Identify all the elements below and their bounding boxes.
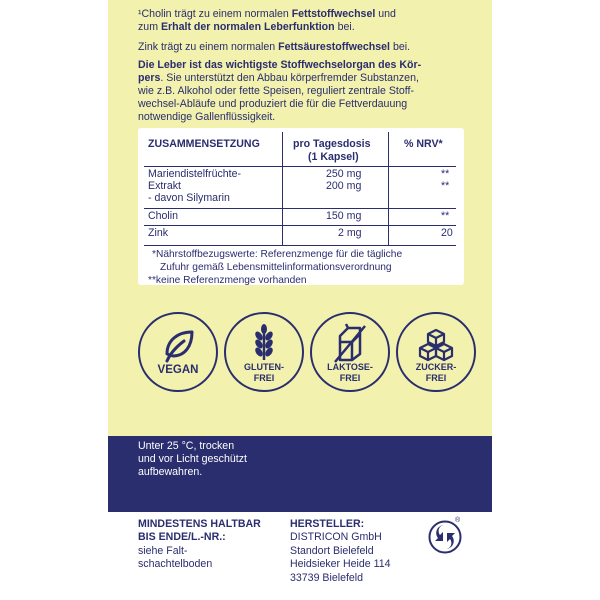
row-name: - davon Silymarin xyxy=(148,192,230,204)
row-name: Zink xyxy=(148,227,169,239)
best-before-note: siehe Falt- xyxy=(138,544,188,557)
manufacturer-label: HERSTELLER: xyxy=(290,518,365,530)
liver-line: notwendige Gallenflüssigkeit. xyxy=(138,111,276,123)
left-margin xyxy=(0,0,108,600)
claim-bold: Fettsäurestoffwechsel xyxy=(278,41,390,53)
row-nrv: ** xyxy=(441,168,450,180)
row-divider xyxy=(144,245,456,246)
best-before-label: MINDESTENS HALTBAR xyxy=(138,518,261,530)
manufacturer-city: 33739 Bielefeld xyxy=(290,571,364,584)
claim-text: ¹Cholin trägt zu einem normalen xyxy=(138,8,292,20)
best-before-block xyxy=(138,518,261,572)
column-divider xyxy=(282,132,283,246)
manufacturer-company: DISTRICON GmbH xyxy=(290,531,382,544)
gluten-label-line: FREI xyxy=(253,372,275,383)
footnote-line: *Nährstoffbezugswerte: Referenzmenge für die tägliche xyxy=(152,249,403,260)
row-divider xyxy=(144,166,456,167)
lactose-free-label xyxy=(312,362,388,383)
liver-line: wie z.B. Alkohol oder fette Speisen, reguliert zentrale Stoff- xyxy=(138,85,414,97)
footnote-line: **keine Referenzmenge vorhanden xyxy=(148,275,307,286)
storage-line: aufbewahren. xyxy=(138,466,203,478)
claim-bold: Fettstoffwechsel xyxy=(291,8,376,20)
best-before-label: BIS ENDE/L.-NR.: xyxy=(138,531,226,544)
header-nrv: % NRV* xyxy=(404,138,443,150)
gluten-free-badge xyxy=(224,312,304,392)
sugar-label-line: ZUCKER- xyxy=(415,362,457,372)
manufacturer-block xyxy=(290,518,391,585)
registered-mark: ® xyxy=(455,517,461,524)
claim-text: und xyxy=(375,8,396,20)
storage-line: und vor Licht geschützt xyxy=(138,453,247,465)
row-name: Mariendistelfrüchte- xyxy=(148,168,242,180)
row-dose: 200 mg xyxy=(326,180,362,192)
row-nrv: 20 xyxy=(441,227,453,239)
row-name: Cholin xyxy=(148,210,179,222)
vegan-badge xyxy=(138,312,218,392)
liver-line: . Sie unterstützt den Abbau körperfremder Substanzen, xyxy=(160,72,419,84)
claim-text: bei. xyxy=(334,21,355,33)
choline-claim xyxy=(138,8,468,34)
row-dose: 250 mg xyxy=(326,168,362,180)
liver-line: Die Leber ist das wichtigste Stoffwechselorgan des Kör- xyxy=(138,59,422,71)
lactose-label-line: LAKTOSE- xyxy=(327,362,373,372)
manufacturer-street: Heidsieker Heide 114 xyxy=(290,558,391,571)
header-dose-unit: (1 Kapsel) xyxy=(308,151,359,163)
row-divider xyxy=(144,208,456,209)
lactose-free-badge xyxy=(310,312,390,392)
claim-text: Zink trägt zu einem normalen xyxy=(138,41,279,53)
gluten-free-label xyxy=(226,362,302,383)
column-divider xyxy=(388,132,389,246)
row-nrv: ** xyxy=(441,180,450,192)
row-dose: 2 mg xyxy=(338,227,362,239)
row-name: Extrakt xyxy=(148,180,181,192)
sugar-label-line: FREI xyxy=(425,372,447,383)
sugar-free-label xyxy=(398,362,474,383)
row-dose: 150 mg xyxy=(326,210,362,222)
storage-line: Unter 25 °C, trocken xyxy=(138,440,235,452)
claim-text: bei. xyxy=(390,41,411,53)
lactose-label-line: FREI xyxy=(339,372,361,383)
liver-paragraph xyxy=(138,59,468,124)
green-dot-icon xyxy=(428,520,462,554)
sugar-free-badge xyxy=(396,312,476,392)
claim-bold: Erhalt der normalen Leberfunktion xyxy=(160,21,335,33)
zinc-claim xyxy=(138,41,468,54)
best-before-note: schachtelboden xyxy=(138,558,213,571)
row-divider xyxy=(144,225,456,226)
storage-instructions xyxy=(138,440,338,479)
row-nrv: ** xyxy=(441,210,450,222)
footnote-nrv xyxy=(148,248,458,287)
right-margin xyxy=(492,0,600,600)
manufacturer-site: Standort Bielefeld xyxy=(290,544,374,557)
vegan-label: VEGAN xyxy=(157,364,199,376)
gluten-label-line: GLUTEN- xyxy=(244,362,284,372)
header-dose: pro Tagesdosis xyxy=(293,138,371,150)
claim-text: zum xyxy=(138,21,161,33)
liver-line: wechsel-Abläufe und produziert die für die Fettverdauung xyxy=(138,98,408,110)
header-composition: ZUSAMMENSETZUNG xyxy=(148,138,260,150)
leaf-icon xyxy=(140,314,216,390)
liver-bold: pers xyxy=(138,72,161,84)
recycling-mark xyxy=(428,520,462,554)
footnote-line: Zufuhr gemäß Lebensmittelinformationsverordnung xyxy=(160,262,392,273)
